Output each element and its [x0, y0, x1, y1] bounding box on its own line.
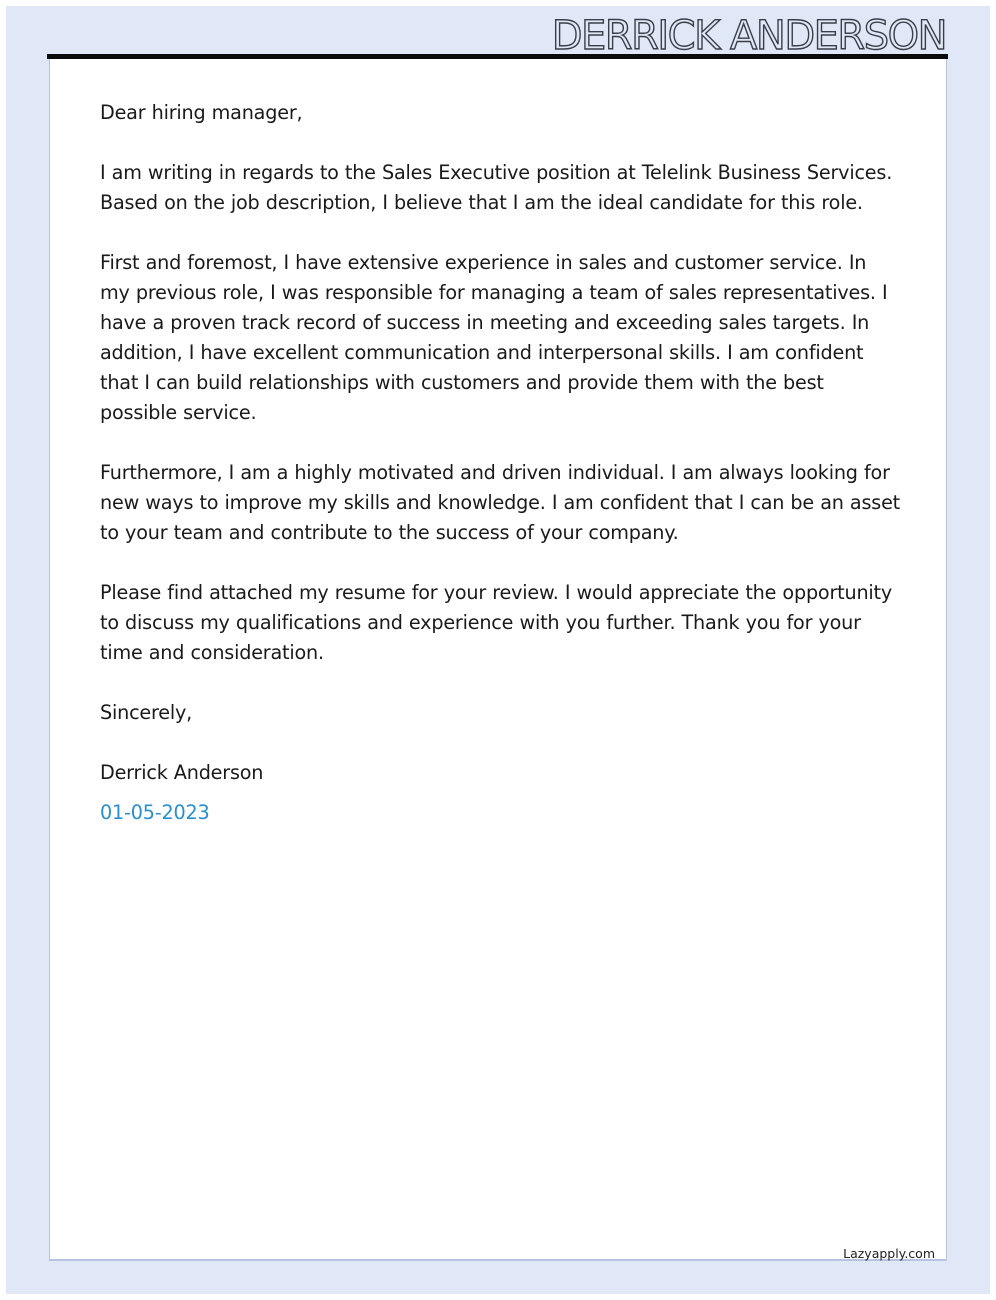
paragraph-intro: I am writing in regards to the Sales Executive position at Telelink Business Services. Based on the job description, I believe that I am the ideal candidate for this role.	[100, 161, 893, 214]
header-name: DERRICK ANDERSON	[551, 13, 946, 59]
signature-name: Derrick Anderson	[100, 761, 264, 784]
paragraph-experience: First and foremost, I have extensive experience in sales and customer service. In my previous role, I was responsible for managing a team of sales representatives. I have a proven track record of success in meeting and exceeding sales targets. In addition, I have excellent communication and interpersonal skills. I am confident that I can build relationships with customers and provide them with the best possible service.	[100, 251, 888, 424]
paragraph-closing: Please find attached my resume for your review. I would appreciate the opportunity to discuss my qualifications and experience with you further. Thank you for your time and consideration.	[100, 581, 893, 664]
letter-date: 01-05-2023	[100, 801, 210, 824]
watermark: Lazyapply.com	[843, 1246, 935, 1261]
paragraph-motivation: Furthermore, I am a highly motivated and driven individual. I am always looking for new ways to improve my skills and knowledge. I am confident that I can be an asset to your team and contribute to the success of your company.	[100, 461, 901, 544]
closing: Sincerely,	[100, 701, 193, 724]
salutation: Dear hiring manager,	[100, 101, 303, 124]
letter-body	[100, 98, 900, 828]
